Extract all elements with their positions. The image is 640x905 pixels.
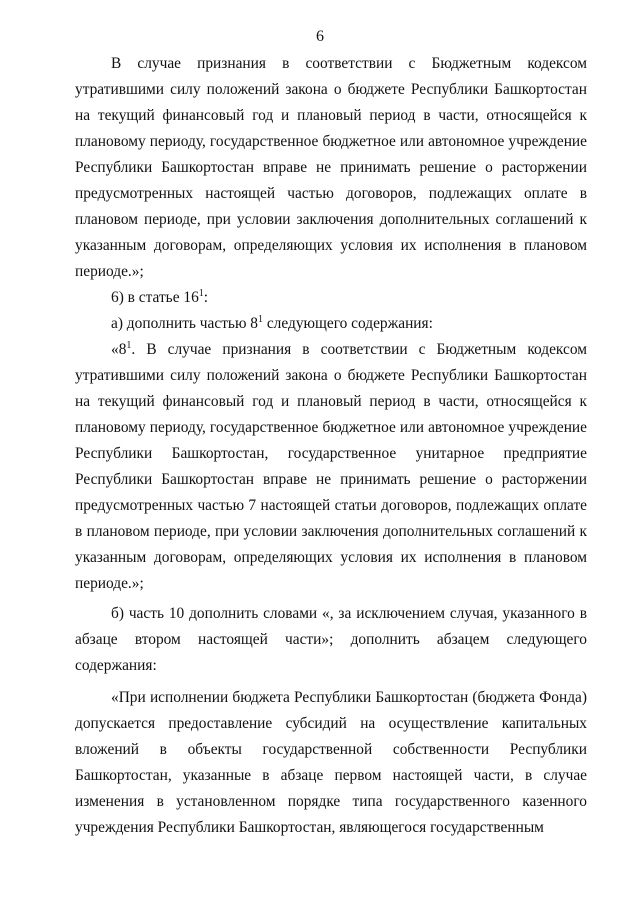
paragraph-subsidies: «При исполнении бюджета Республики Башкортостан (бюджета Фонда) допускается предоставление субсидий на осуществление капитальных вложений в объекты государственной собственности Республики Башкортостан, указанные в абзаце первом настоящей части, в случае изменения в установленном порядке типа государственного казенного учреждения Республики Башкортостан, являющегося государственным [75, 689, 587, 836]
paragraph-part-8-1-text: . В случае признания в соответствии с Бюджетным кодексом утратившими силу положений закона о бюджете Республики Башкортостан на текущий финансовый год и плановый период в части, относящейся к плановому периоду, государственное бюджетное или автономное учреждение Республики Башкортостан, государственное унитарное предприятие Республики Башкортостан вправе не принимать решение о расторжении предусмотренных частью 7 настоящей статьи договоров, подлежащих оплате в плановом периоде, при условии заключения дополнительных соглашений к указанным договорам, определяющих условия их исполнения в плановом периоде.»; [75, 341, 587, 592]
paragraph-part-10-amendment: б) часть 10 дополнить словами «, за исключением случая, указанного в абзаце втором настоящей части»; дополнить абзацем следующего содержания: [75, 605, 587, 674]
paragraph-termination-rule: В случае признания в соответствии с Бюджетным кодексом утратившими силу положений закона о бюджете Республики Башкортостан на текущий финансовый год и плановый период в части, относящейся к плановому периоду, государственное бюджетное или автономное учреждение Республики Башкортостан вправе не принимать решение о расторжении предусмотренных настоящей частью договоров, подлежащих оплате в плановом периоде, при условии заключения дополнительных соглашений к указанным договорам, определяющих условия их исполнения в плановом периоде.»; [75, 55, 587, 280]
paragraph-article-16-1-suffix: : [203, 289, 209, 306]
superscript: 1 [198, 287, 204, 299]
document-body [75, 51, 587, 841]
paragraph-article-16-1 [75, 285, 587, 311]
paragraph-part-8-1-prefix: «8 [111, 341, 127, 358]
paragraph-part-8-1-content [75, 337, 587, 597]
paragraph-article-16-1-text: 6) в статье 16 [111, 289, 199, 306]
superscript: 1 [126, 339, 132, 351]
superscript: 1 [258, 313, 263, 325]
page-number: 6 [316, 28, 324, 45]
paragraph-add-part-8-1-suffix: следующего содержания: [263, 315, 433, 332]
paragraph-add-part-8-1-text: а) дополнить частью 8 [111, 315, 258, 332]
paragraph-add-part-8-1 [75, 311, 587, 337]
